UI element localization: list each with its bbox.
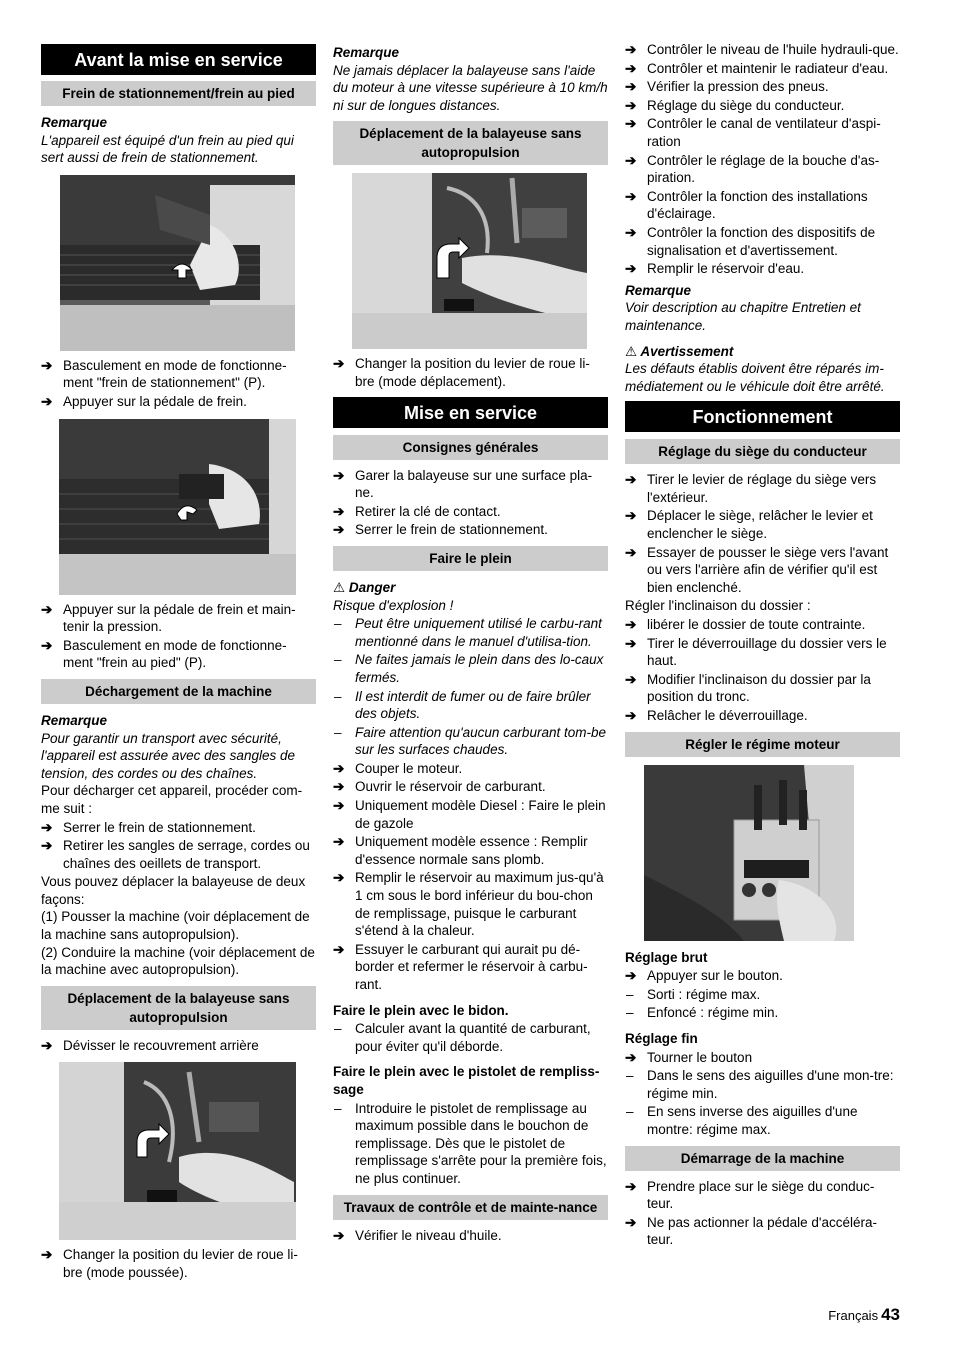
list-item: ➔ Changer la position du levier de roue li-bre (mode déplacement).: [333, 355, 608, 390]
list-item: ➔ libérer le dossier de toute contrainte.: [625, 616, 900, 634]
subsection-title-siege: Réglage du siège du conducteur: [625, 439, 900, 464]
page-number: 43: [881, 1305, 900, 1324]
steps-list: [625, 1178, 900, 1249]
list-item: ➔ Appuyer sur le bouton.: [625, 967, 900, 985]
list-item: ➔ Ne pas actionner la pédale d'accéléra-teur.: [625, 1214, 900, 1249]
list-item: ➔ Prendre place sur le siège du conduc-teur.: [625, 1178, 900, 1213]
list-item: ➔ Vérifier la pression des pneus.: [625, 78, 900, 96]
subsection-title-deplacement: Déplacement de la balayeuse sans autopropulsion: [41, 986, 316, 1030]
list-item: ➔ Essayer de pousser le siège vers l'avant ou vers l'arrière afin de vérifier qu'il est bien enclenché.: [625, 544, 900, 597]
subsection-title-consignes: Consignes générales: [333, 435, 608, 460]
list-item: – Faire attention qu'aucun carburant tom-be sur les surfaces chaudes.: [333, 724, 608, 759]
list-item: – Calculer avant la quantité de carburant, pour éviter qu'il déborde.: [333, 1020, 608, 1055]
list-item: ➔ Basculement en mode de fonctionne-ment "frein au pied" (P).: [41, 637, 316, 672]
remark-label: Remarque: [41, 115, 108, 130]
list-item: ➔ Serrer le frein de stationnement.: [41, 819, 316, 837]
list-item: ➔ Relâcher le déverrouillage.: [625, 707, 900, 725]
list-item: ➔ Contrôler la fonction des dispositifs de signalisation et d'avertissement.: [625, 224, 900, 259]
subsection-title-dechargement: Déchargement de la machine: [41, 679, 316, 704]
list-item: ➔ Retirer la clé de contact.: [333, 503, 608, 521]
paragraph: Pour décharger cet appareil, procéder com-me suit :: [41, 783, 303, 816]
photo-foot-brake: [59, 419, 296, 595]
list-item: – Ne faites jamais le plein dans des lo-caux fermés.: [333, 651, 608, 686]
list-item: – Peut être uniquement utilisé le carbu-rant mentionné dans le manuel d'utilisa-tion.: [333, 615, 608, 650]
danger-label: ⚠ Danger: [333, 579, 396, 595]
subsection-title-deplacement: Déplacement de la balayeuse sans autopropulsion: [333, 121, 608, 165]
list-item: ➔ Modifier l'inclinaison du dossier par la position du tronc.: [625, 671, 900, 706]
list-item: ➔ Changer la position du levier de roue li-bre (mode poussée).: [41, 1246, 316, 1281]
danger-text: Risque d'explosion !: [333, 597, 454, 613]
warning-triangle-icon: ⚠: [625, 343, 638, 359]
paragraph: Vous pouvez déplacer la balayeuse de deux façons:: [41, 874, 306, 907]
list-item: ➔ Contrôler le niveau de l'huile hydrauli-que.: [625, 41, 900, 59]
remark-text: Pour garantir un transport avec sécurité, l'appareil est assurée avec des sangles de tension, des cordes ou des chaînes.: [41, 730, 295, 781]
list-item: ➔ Uniquement modèle essence : Remplir d'essence normale sans plomb.: [333, 833, 608, 868]
list-item: ➔ Basculement en mode de fonctionne-ment "frein de stationnement" (P).: [41, 357, 316, 392]
remark-label: Remarque: [333, 45, 400, 60]
list-item: – Introduire le pistolet de remplissage au maximum possible dans le bouchon de remplissage. Dès que le pistolet de remplissage s'arrête pour la première fois, ne plus continuer.: [333, 1100, 608, 1188]
remark-text: Ne jamais déplacer la balayeuse sans l'aide du moteur à une vitesse supérieure à 10 km/h ni sur de longues distances.: [333, 62, 608, 113]
steps-list: [41, 819, 316, 873]
list-item: ➔ Ouvrir le réservoir de carburant.: [333, 778, 608, 796]
subsection-title-travaux: Travaux de contrôle et de mainte-nance: [333, 1195, 608, 1220]
paragraph: (2) Conduire la machine (voir déplacement de la machine avec autopropulsion).: [41, 944, 315, 978]
list-item: ➔ Garer la balayeuse sur une surface pla-ne.: [333, 467, 608, 502]
column-3: [625, 40, 900, 1250]
column-2: [333, 40, 608, 1245]
list-item: ➔ Tirer le levier de réglage du siège vers l'extérieur.: [625, 471, 900, 506]
steps-list: [625, 616, 900, 725]
list-item: ➔ Contrôler et maintenir le radiateur d'eau.: [625, 60, 900, 78]
list-item: ➔ Contrôler le canal de ventilateur d'aspi-ration: [625, 115, 900, 150]
list-item: – Il est interdit de fumer ou de faire brûler des objets.: [333, 688, 608, 723]
page-footer: [828, 1306, 900, 1325]
heading-bidon: Faire le plein avec le bidon.: [333, 1002, 509, 1018]
list-item: ➔ Serrer le frein de stationnement.: [333, 521, 608, 539]
steps-list: [625, 471, 900, 596]
photo-engine-speed-knob: [644, 765, 854, 941]
list-item: ➔ Appuyer sur la pédale de frein.: [41, 393, 316, 411]
heading-pistolet: Faire le plein avec le pistolet de rempliss-sage: [333, 1064, 600, 1097]
photo-freewheel-lever-drive: [352, 173, 587, 349]
list-item: – Dans le sens des aiguilles d'une mon-tre: régime min.: [625, 1067, 900, 1102]
list-item: ➔ Réglage du siège du conducteur.: [625, 97, 900, 115]
list-item: ➔ Appuyer sur la pédale de frein et main-tenir la pression.: [41, 601, 316, 636]
section-title-mise-en-service: Mise en service: [333, 397, 608, 428]
danger-list: [333, 615, 608, 759]
list-item: ➔ Couper le moteur.: [333, 760, 608, 778]
warning-text: Les défauts établis doivent être réparés im-médiatement ou le véhicule doit être arrêté.: [625, 361, 885, 394]
list-item: ➔ Vérifier le niveau d'huile.: [333, 1227, 608, 1245]
list-item: ➔ Tourner le bouton: [625, 1049, 900, 1067]
subsection-title-plein: Faire le plein: [333, 546, 608, 571]
list-item: ➔ Contrôler la fonction des installations d'éclairage.: [625, 188, 900, 223]
list-item: ➔ Déplacer le siège, relâcher le levier et enclencher le siège.: [625, 507, 900, 542]
steps-list: [41, 357, 316, 411]
list-item: ➔ Remplir le réservoir d'eau.: [625, 260, 900, 278]
list-item: – Enfoncé : régime min.: [625, 1004, 900, 1022]
list-item: – Sorti : régime max.: [625, 986, 900, 1004]
section-title-avant-mise-en-service: Avant la mise en service: [41, 44, 316, 75]
steps-list: [625, 41, 900, 278]
column-1: [41, 40, 316, 1283]
photo-freewheel-lever-push: [59, 1062, 296, 1240]
list-item: ➔ Contrôler le réglage de la bouche d'as-piration.: [625, 152, 900, 187]
list-item: ➔ Remplir le réservoir au maximum jus-qu'à 1 cm sous le bord inférieur du bou-chon de remplissage, puisque le carburant s'étend à la chaleur.: [333, 869, 608, 939]
section-title-fonctionnement: Fonctionnement: [625, 401, 900, 432]
remark-label: Remarque: [625, 282, 692, 298]
photo-parking-brake: [60, 175, 295, 351]
list-item: – En sens inverse des aiguilles d'une montre: régime max.: [625, 1103, 900, 1138]
list-item: ➔ Dévisser le recouvrement arrière: [41, 1037, 316, 1055]
remark-text: Voir description au chapitre Entretien et maintenance.: [625, 300, 861, 333]
subsection-title-demarrage: Démarrage de la machine: [625, 1146, 900, 1171]
list-item: ➔ Retirer les sangles de serrage, cordes ou chaînes des oeillets de transport.: [41, 837, 316, 872]
paragraph: (1) Pousser la machine (voir déplacement de la machine sans autopropulsion).: [41, 909, 310, 943]
subsection-title-frein: Frein de stationnement/frein au pied: [41, 81, 316, 106]
remark-label: Remarque: [41, 712, 108, 728]
list-item: ➔ Tirer le déverrouillage du dossier vers le haut.: [625, 635, 900, 670]
warning-triangle-icon: ⚠: [333, 579, 346, 595]
list-item: ➔ Uniquement modèle Diesel : Faire le plein de gazole: [333, 797, 608, 832]
heading-reglage-brut: Réglage brut: [625, 949, 708, 965]
subsection-title-regime: Régler le régime moteur: [625, 732, 900, 757]
remark-text: L'appareil est équipé d'un frein au pied qui sert aussi de frein de stationnement.: [41, 132, 294, 166]
paragraph: Régler l'inclinaison du dossier :: [625, 598, 811, 614]
steps-list: [41, 601, 316, 672]
steps-list: [333, 467, 608, 539]
steps-list: [333, 760, 608, 994]
footer-language: Français: [828, 1308, 879, 1323]
warning-label: ⚠ Avertissement: [625, 343, 734, 359]
heading-reglage-fin: Réglage fin: [625, 1030, 698, 1046]
list-item: ➔ Essuyer le carburant qui aurait pu dé-border et refermer le réservoir à carbu-rant.: [333, 941, 608, 994]
